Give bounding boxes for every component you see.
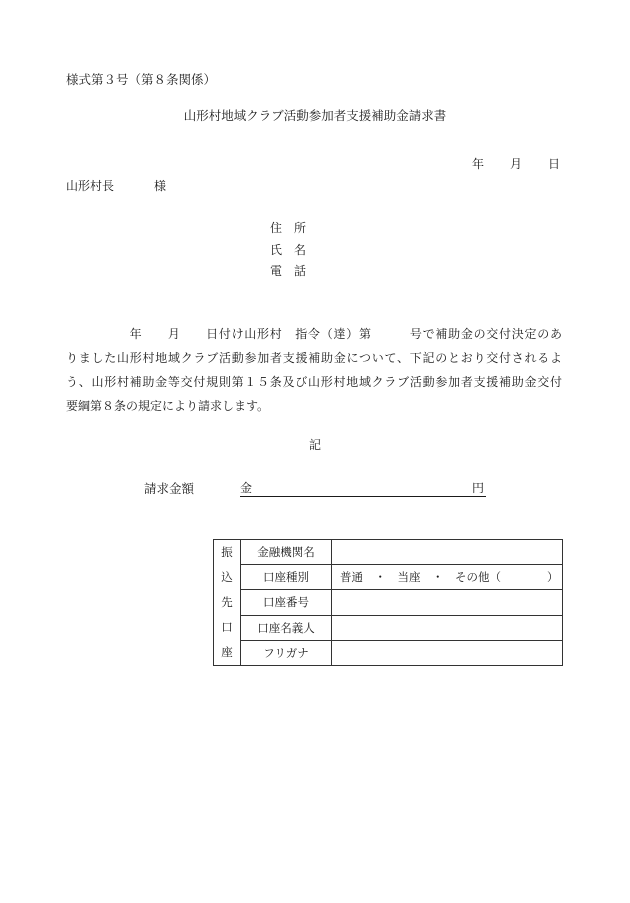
document-title: 山形村地域クラブ活動参加者支援補助金請求書 [183,108,447,123]
body-line: りました山形村地域クラブ活動参加者支援補助金について、下記のとおり交付されるよ [66,351,562,365]
date-month: 月 [510,157,523,171]
bank-account-table [213,539,563,666]
amount-suffix: 円 [471,481,484,495]
account-number-field[interactable] [332,590,563,615]
body-line: 要綱第８条の規定により請求します。 [66,399,270,413]
form-number: 様式第３号（第８条関係） [66,72,217,87]
body-line: 年 月 日付け山形村 指令（達）第 号で補助金の交付決定のあ [66,327,562,341]
account-type-field[interactable]: 普通 ・ 当座 ・ その他（ ） [332,565,563,590]
amount-prefix: 金 [240,481,253,495]
table-row [214,540,563,565]
applicant-address-label: 住 所 [270,221,307,235]
applicant-phone-label: 電 話 [270,264,307,278]
table-row [214,565,563,590]
amount-field[interactable] [240,479,486,497]
addressee-name: 山形村長 [66,179,115,193]
account-holder-field[interactable] [332,615,563,640]
bank-name-field[interactable] [332,540,563,565]
account-type-label: 口座種別 [241,565,332,590]
ki-heading: 記 [308,438,321,452]
account-number-label: 口座番号 [241,590,332,615]
account-holder-label: 口座名義人 [241,615,332,640]
date-day: 日 [548,157,561,171]
addressee [66,177,166,194]
furigana-label: フリガナ [241,640,332,665]
table-row [214,615,563,640]
applicant-name-label: 氏 名 [270,243,307,257]
body-line: う、山形村補助金等交付規則第１５条及び山形村地域クラブ活動参加者支援補助金交付 [66,375,562,389]
transfer-account-side-label: 振 込 先 口 座 [214,540,241,666]
table-row [214,640,563,665]
date-year: 年 [472,157,485,171]
addressee-honorific: 様 [154,179,167,193]
request-body [66,322,562,418]
furigana-field[interactable] [332,640,563,665]
bank-name-label: 金融機関名 [241,540,332,565]
table-row [214,590,563,615]
amount-label: 請求金額 [144,481,195,496]
date-field [472,155,560,172]
